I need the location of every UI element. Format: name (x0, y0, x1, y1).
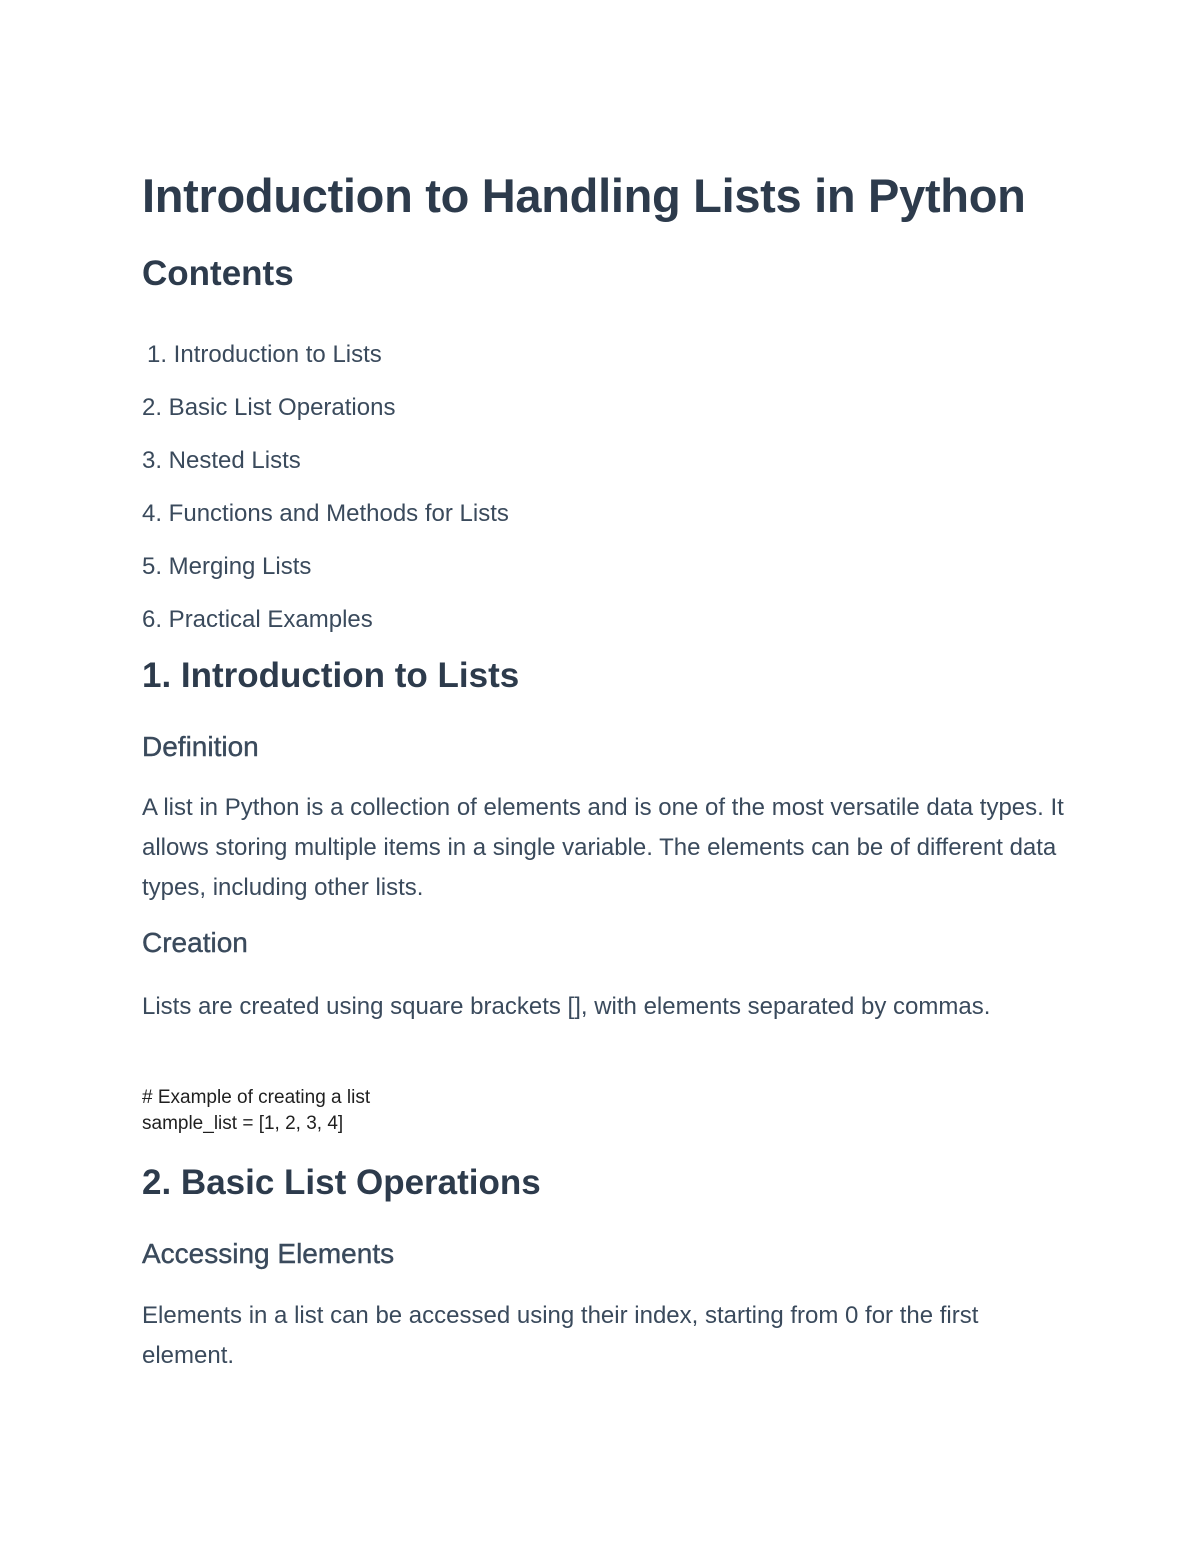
definition-paragraph: A list in Python is a collection of elements and is one of the most versatile data types. It allows storing multiple items in a single variable. The elements can be of different data types, including other lists. (142, 794, 1064, 901)
definition-heading: Definition (142, 731, 259, 762)
toc-item-merging-lists[interactable]: 5. Merging Lists (142, 553, 312, 580)
toc-item-practical-examples[interactable]: 6. Practical Examples (142, 606, 373, 633)
accessing-elements-paragraph: Elements in a list can be accessed using their index, starting from 0 for the first element. (142, 1302, 979, 1369)
document-title: Introduction to Handling Lists in Python (142, 169, 1026, 222)
section-1-heading: 1. Introduction to Lists (142, 656, 520, 695)
toc-item-introduction-to-lists[interactable]: 1. Introduction to Lists (147, 341, 382, 368)
code-line-comment: # Example of creating a list (142, 1087, 371, 1108)
toc-item-basic-list-operations[interactable]: 2. Basic List Operations (142, 394, 396, 421)
creation-heading: Creation (142, 927, 248, 958)
toc-item-functions-and-methods[interactable]: 4. Functions and Methods for Lists (142, 500, 509, 527)
creation-paragraph: Lists are created using square brackets [], with elements separated by commas. (142, 993, 991, 1020)
contents-heading: Contents (142, 254, 294, 293)
accessing-elements-heading: Accessing Elements (142, 1238, 395, 1269)
code-line-assignment: sample_list = [1, 2, 3, 4] (142, 1113, 344, 1134)
table-of-contents (142, 328, 509, 646)
section-2-heading: 2. Basic List Operations (142, 1163, 541, 1202)
toc-item-nested-lists[interactable]: 3. Nested Lists (142, 447, 301, 474)
